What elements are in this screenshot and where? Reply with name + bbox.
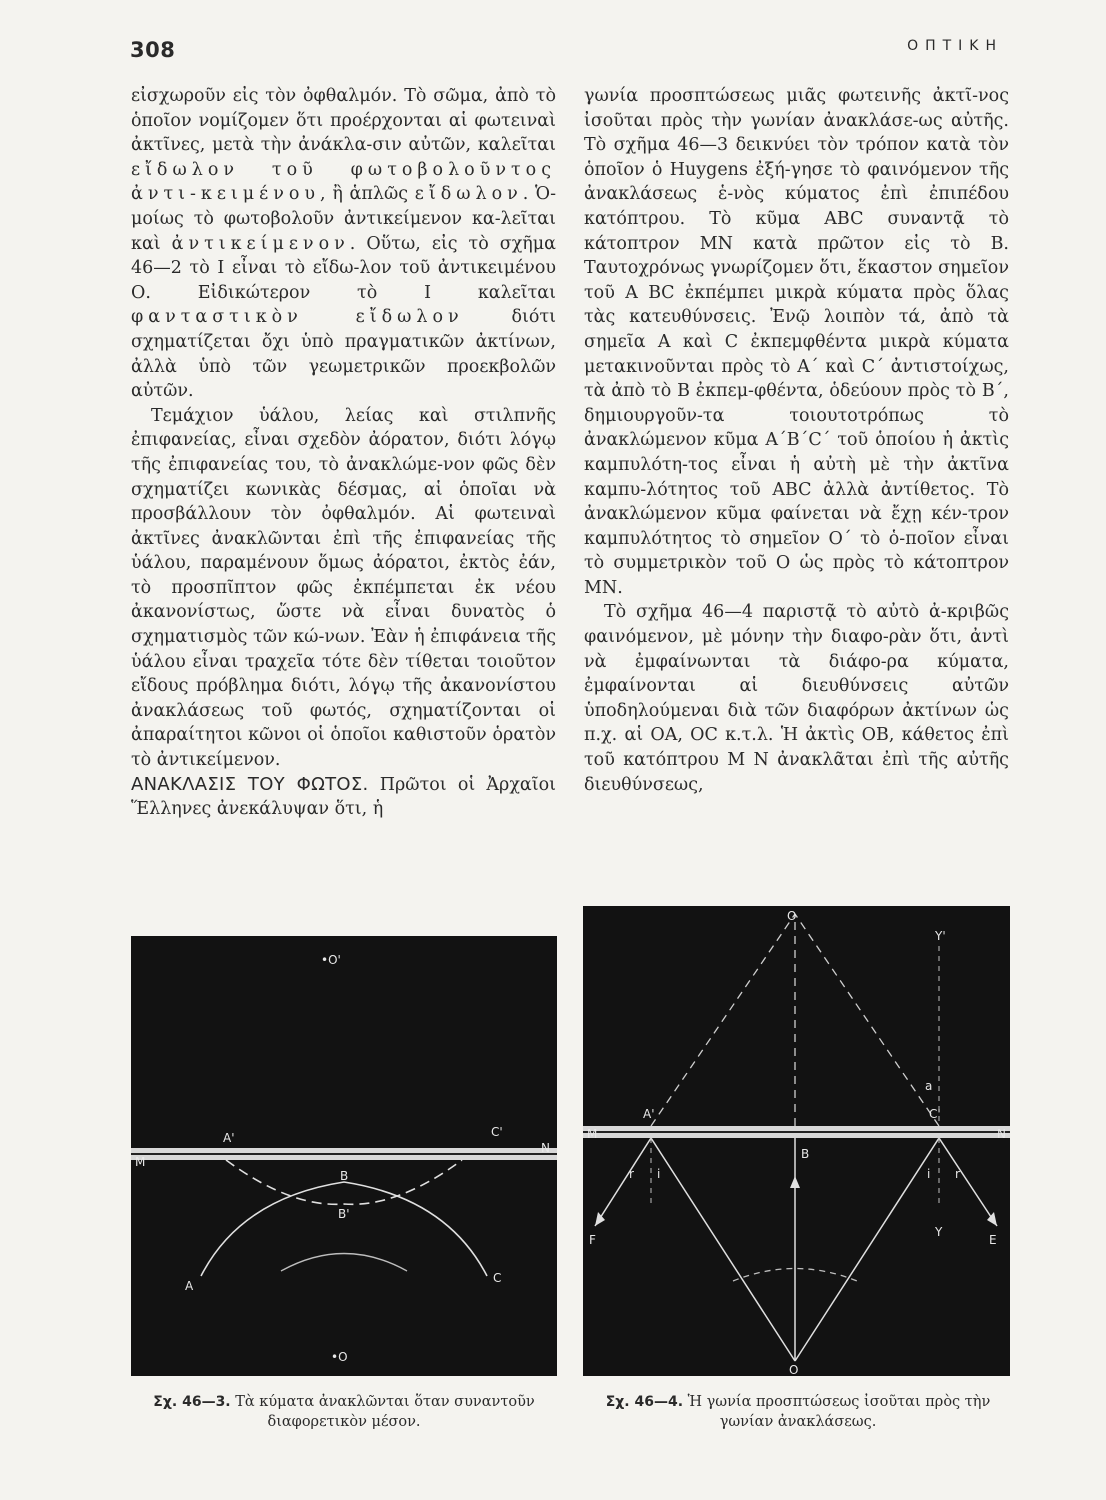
label-a-prime: A'	[223, 1131, 235, 1145]
label-f: F	[589, 1233, 596, 1247]
label-m: M	[135, 1155, 146, 1169]
spaced-term: φανταστικὸν εἴδωλον	[131, 307, 464, 328]
running-head: ΟΠΤΙΚΗ	[907, 38, 1003, 54]
figure-46-3-drawing	[131, 936, 557, 1376]
section-heading: ΑΝΑΚΛΑΣΙΣ ΤΟΥ ΦΩΤΟΣ.	[131, 773, 369, 795]
caption-text: Τὰ κύματα ἀνακλῶνται ὅταν συναντοῦν διαφορετικὸν μέσον.	[230, 1394, 535, 1430]
label-n: N	[541, 1141, 550, 1155]
left-paragraph-3	[131, 773, 556, 822]
label-i-left: i	[657, 1167, 661, 1181]
caption-number: Σχ. 46—4.	[605, 1394, 684, 1410]
label-r-left: r	[629, 1167, 634, 1181]
label-c-prime: C'	[929, 1107, 941, 1121]
text-run: . Οὕτω, εἰς τὸ σχῆμα 46—2 τὸ I εἶναι τὸ εἴδω-λον τοῦ ἀντικειμένου Ο. Εἰδικώτερον τὸ I καλεῖται	[131, 233, 556, 303]
label-y-prime: Y'	[935, 929, 946, 943]
label-b: B	[801, 1147, 810, 1161]
figure-background	[583, 906, 1010, 1376]
caption-46-3	[129, 1392, 559, 1432]
label-a: A	[185, 1279, 194, 1293]
text-run: Πρῶτοι οἱ Ἀρχαῖοι Ἕλληνες ἀνεκάλυψαν ὅτι, ἡ	[131, 774, 556, 820]
page-number: 308	[130, 38, 176, 62]
text-run: , ἢ ἁπλῶς	[320, 184, 415, 205]
label-r-right: r	[955, 1167, 960, 1181]
label-y: Y	[935, 1225, 943, 1239]
label-n: N	[997, 1127, 1006, 1141]
text-run: . Ὁ-μοίως τὸ φωτοβολοῦν ἀντικείμενον κα-λεῖται καὶ	[131, 184, 557, 254]
label-o-prime: •O'	[321, 953, 341, 967]
label-o-top: O	[787, 909, 797, 923]
label-c-prime: C'	[491, 1125, 503, 1139]
label-o-bottom: O	[789, 1363, 799, 1376]
label-c: C	[493, 1271, 502, 1285]
caption-number: Σχ. 46—3.	[153, 1394, 231, 1410]
label-b-prime: B'	[338, 1207, 350, 1221]
left-paragraph-1	[131, 84, 556, 404]
label-a-prime: A'	[643, 1107, 655, 1121]
spaced-term: ἀντικείμενον	[171, 233, 350, 254]
label-a-angle: a	[925, 1079, 933, 1093]
spaced-term: εἴδωλον τοῦ φωτοβολοῦντος ἀντι-κειμένου	[131, 159, 556, 205]
label-e: E	[989, 1233, 997, 1247]
label-i-right: i	[927, 1167, 931, 1181]
label-o: •O	[331, 1350, 348, 1364]
figure-46-4	[583, 906, 1010, 1376]
spaced-term: εἴδωλον	[414, 184, 523, 205]
caption-46-4	[583, 1392, 1013, 1432]
figure-46-4-drawing	[583, 906, 1010, 1376]
label-b: B	[340, 1169, 349, 1183]
label-m: M	[587, 1127, 598, 1141]
right-paragraph-1: γωνία προσπτώσεως μιᾶς φωτεινῆς ἀκτῖ-νος ἰσοῦται πρὸς τὴν γωνίαν ἀνακλάσε-ως αὐτῆς. Τὸ σχῆμα 46—3 δεικνύει τὸν τρόπον κατὰ τὸν ὁποῖον ὁ Huygens ἐξή-γησε τὸ φαινόμενον τῆς ἀνακλάσεως ἑ-νὸς κύματος ἐπὶ ἐπιπέδου κατόπτρου. Τὸ κῦμα ABC συναντᾷ τὸ κάτοπτρον ΜΝ κατὰ πρῶτον εἰς τὸ Β. Ταυτοχρόνως γνωρίζομεν ὅτι, ἕκαστον σημεῖον τοῦ Α ΒC ἐκπέμπει μικρὰ κύματα πρὸς ὅλας τὰς κατευθύνσεις. Ἐνῷ λοιπὸν τά, ἀπὸ τὰ σημεῖα Α καὶ C ἐκπεμφθέντα μικρὰ κύματα μετακινοῦνται πρὸς τὸ Α´ καὶ C´ ἀντιστοίχως, τὰ ἀπὸ τὸ Β ἐκπεμ-φθέντα, ὁδεύουν πρὸς τὸ Β´, δημιουργοῦν-τα τοιουτοτρόπως τὸ ἀνακλώμενον κῦμα Α´Β´C´ τοῦ ὁποίου ἡ ἀκτὶς καμπυλότη-τος εἶναι ἡ αὐτὴ μὲ τὴν ἀκτῖνα καμπυ-λότητος τοῦ ABC ἀλλὰ ἀντίθετος. Τὸ ἀνακλώμενον κῦμα φαίνεται νὰ ἔχῃ κέν-τρον καμπυλότητος τὸ σημεῖον Ο´ τὸ ὁ-ποῖον εἶναι τὸ συμμετρικὸν τοῦ Ο ὡς πρὸς τὸ κάτοπτρον ΜΝ.	[584, 86, 1009, 598]
right-column	[584, 84, 1009, 797]
left-paragraph-2: Τεμάχιον ὑάλου, λείας καὶ στιλπνῆς ἐπιφανείας, εἶναι σχεδὸν ἀόρατον, διότι λόγῳ τῆς ἐπιφανείας του, τὸ ἀνακλώμε-νον φῶς δὲν σχηματίζει κωνικὰς δέσμας, αἱ ὁποῖαι νὰ προσβάλλουν τὸν ὀφθαλμόν. Αἱ φωτειναὶ ἀκτῖνες ἀνακλῶνται ἐπὶ τῆς ἐπιφανείας τῆς ὑάλου, παραμένουν ὅμως ἀόρατοι, ἐκτὸς ἐάν, τὸ προσπῖπτον φῶς ἐκπέμπεται ἐκ νέου ἀκανονίστως, ὥστε νὰ εἶναι δυνατὸς ὁ σχηματισμὸς τῶν κώ-νων. Ἐὰν ἡ ἐπιφάνεια τῆς ὑάλου εἶναι τραχεῖα τότε δὲν τίθεται τοιοῦτον εἴδους πρόβλημα διότι, λόγῳ τῆς ἀκανονίστου ἀνακλάσεως τοῦ φωτός, σχηματίζονται οἱ ἀπαραίτητοι κῶνοι οἱ ὁποῖοι καθιστοῦν ὁρατὸν τὸ ἀντικείμενον.	[131, 405, 556, 771]
left-column	[131, 84, 556, 822]
caption-text: Ἡ γωνία προσπτώσεως ἰσοῦται πρὸς τὴν γωνίαν ἀνακλάσεως.	[683, 1394, 991, 1430]
text-run: διότι σχηματίζεται ὄχι ὑπὸ πραγματικῶν ἀκτίνων, ἀλλὰ ὑπὸ τῶν γεωμετρικῶν προεκβολῶν αὐτῶν.	[131, 307, 556, 402]
figure-46-3	[131, 936, 557, 1376]
right-paragraph-2: Τὸ σχῆμα 46—4 παριστᾷ τὸ αὐτὸ ἀ-κριβῶς φαινόμενον, μὲ μόνην τὴν διαφο-ρὰν ὅτι, ἀντὶ νὰ ἐμφαίνωνται τὰ διάφο-ρα κύματα, ἐμφαίνονται αἱ διευθύνσεις αὐτῶν ὑποδηλούμεναι διὰ τῶν διαφόρων ἀκτίνων ὡς π.χ. αἱ ΟΑ, ΟC κ.τ.λ. Ἡ ἀκτὶς ΟΒ, κάθετος ἐπὶ τοῦ κατόπτρου Μ Ν ἀνακλᾶται ἐπὶ τῆς αὐτῆς διευθύνσεως,	[584, 602, 1009, 795]
text-run: εἰσχωροῦν εἰς τὸν ὀφθαλμόν. Τὸ σῶμα, ἀπὸ τὸ ὁποῖον νομίζομεν ὅτι προέρχονται αἱ φωτειναὶ ἀκτῖνες, μετὰ τὴν ἀνάκλα-σιν αὐτῶν, καλεῖται	[131, 86, 556, 156]
